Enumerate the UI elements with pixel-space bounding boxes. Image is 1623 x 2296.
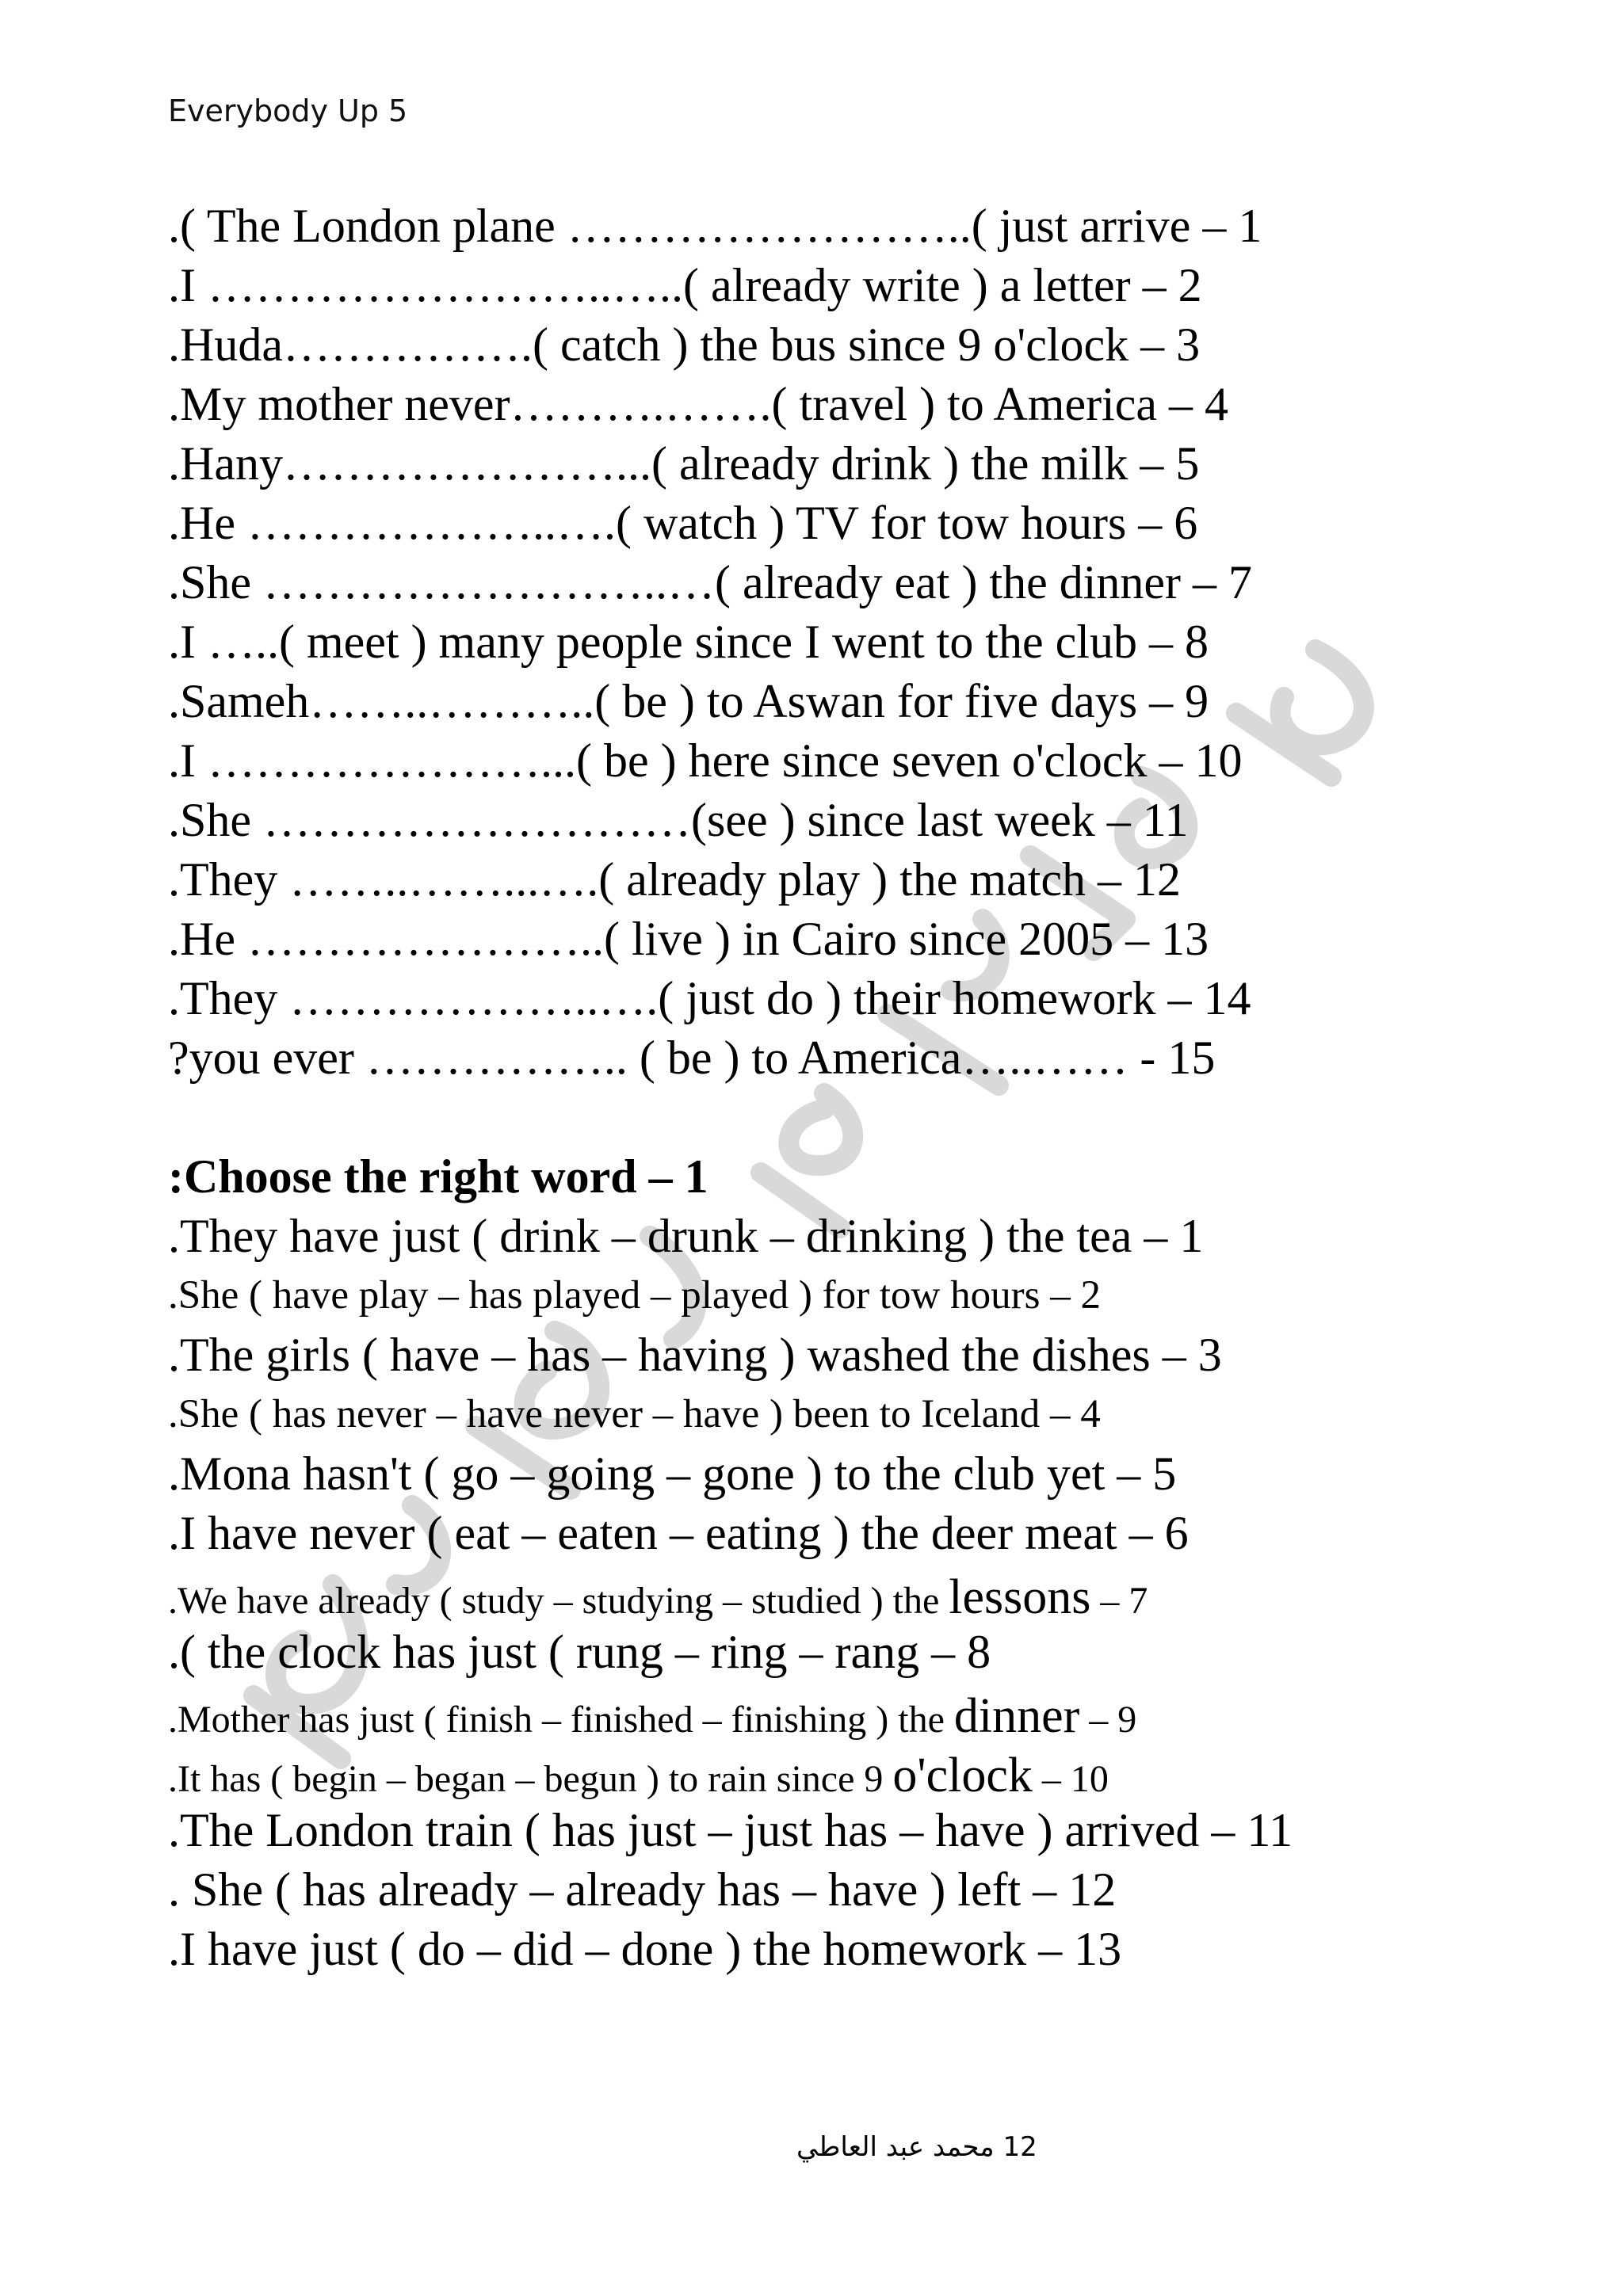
choice-item-9-part1: .Mother has just ( finish – finished – finishing ) the [168, 1699, 954, 1741]
header-title: Everybody Up 5 [168, 93, 408, 128]
choice-item-12: . She ( has already – already has – have ) left – 12 [168, 1863, 1117, 1916]
page-footer: 12 محمد عبد العاطي [796, 2131, 1037, 2163]
exercise-item-15: ?you ever …………….. ( be ) to America…..…… - 15 [168, 1032, 1216, 1084]
exercise-item-13: .He …………………..( live ) in Cairo since 2005 – 13 [168, 913, 1209, 965]
choice-item-9 [168, 1691, 1136, 1741]
choice-item-5: .Mona hasn't ( go – going – gone ) to the club yet – 5 [168, 1447, 1177, 1500]
exercise-item-11: .She ………………………(see ) since last week – 11 [168, 794, 1189, 846]
choice-item-9-part2: dinner [953, 1689, 1080, 1743]
exercise-item-8: .I …..( meet ) many people since I went to the club – 8 [168, 616, 1209, 668]
choice-item-3: .The girls ( have – has – having ) washed the dishes – 3 [168, 1329, 1222, 1381]
exercise-item-10: .I …………………...( be ) here since seven o'clock – 10 [168, 734, 1243, 787]
exercise-item-2: .I ……………………..…..( already write ) a letter – 2 [168, 259, 1202, 311]
exercise-item-3: .Huda…………….( catch ) the bus since 9 o'clock – 3 [168, 318, 1201, 371]
choice-item-10-part2: o'clock [892, 1749, 1033, 1802]
choice-item-10-part3: – 10 [1032, 1758, 1109, 1800]
choice-item-7-part3: – 7 [1090, 1580, 1148, 1622]
choice-item-7-part2: lessons [949, 1570, 1091, 1624]
choice-item-1: .They have just ( drink – drunk – drinking ) the tea – 1 [168, 1210, 1204, 1262]
exercise-item-7: .She ……………………..…( already eat ) the dinner – 7 [168, 556, 1253, 608]
choice-item-7 [168, 1570, 1148, 1624]
choice-item-6: .I have never ( eat – eaten – eating ) the deer meat – 6 [168, 1507, 1189, 1559]
choice-item-4: .She ( has never – have never – have ) been to Iceland – 4 [168, 1392, 1101, 1436]
exercise-item-12: .They ……..……...….( already play ) the match – 12 [168, 853, 1181, 906]
choice-item-9-part3: – 9 [1079, 1699, 1137, 1741]
choice-item-10 [168, 1751, 1109, 1800]
choice-item-13: .I have just ( do – did – done ) the homework – 13 [168, 1923, 1122, 1975]
choice-item-8: .( the clock has just ( rung – ring – rang – 8 [168, 1626, 991, 1678]
choice-item-7-part1: .We have already ( study – studying – studied ) the [168, 1580, 949, 1622]
choice-item-10-part1: .It has ( begin – began – begun ) to rain since 9 [168, 1758, 893, 1800]
exercise-item-5: .Hany…………………...( already drink ) the milk – 5 [168, 437, 1200, 490]
exercise-item-9: .Sameh……..………..( be ) to Aswan for five days – 9 [168, 675, 1209, 727]
section-heading: :Choose the right word – 1 [168, 1150, 708, 1203]
exercise-item-14: .They ………………..….( just do ) their homework – 14 [168, 972, 1251, 1024]
choice-item-11: .The London train ( has just – just has – have ) arrived – 11 [168, 1804, 1293, 1856]
exercise-item-1: .( The London plane ……………………..( just arrive – 1 [168, 200, 1262, 252]
choice-item-2: .She ( have play – has played – played ) for tow hours – 2 [168, 1273, 1101, 1318]
exercise-item-4: .My mother never……….…….( travel ) to America – 4 [168, 378, 1228, 430]
exercise-item-6: .He ………………..….( watch ) TV for tow hours – 6 [168, 497, 1198, 549]
